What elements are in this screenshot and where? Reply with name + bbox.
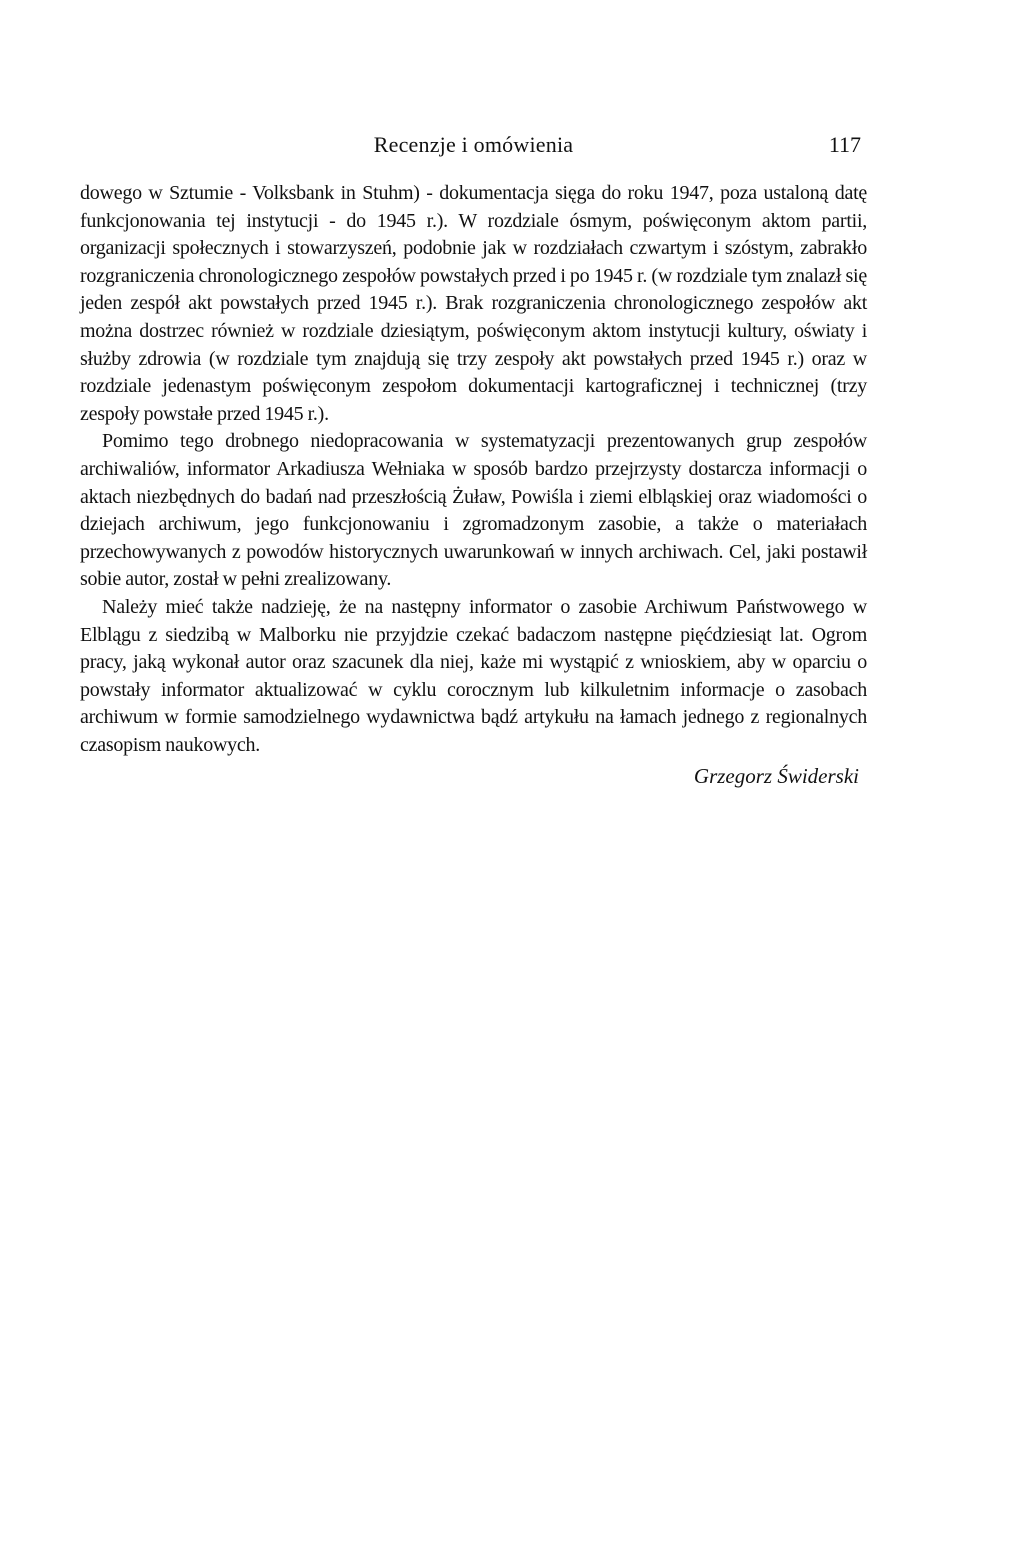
paragraph-summary: Pomimo tego drobnego niedopracowania w systematyzacji prezentowanych grup zespołów archiwaliów, informator Arkadiusza Wełniaka w sposób bardzo przejrzysty dostarcza informacji o aktach niezbędnych do badań nad przeszłością Żuław, Powiśla i ziemi elbląskiej oraz wiadomości o dziejach archiwum, jego funkcjonowaniu i zgromadzonym zasobie, a także o materiałach przechowywanych z powodów historycznych uwarunkowań w innych archiwach. Cel, jaki postawił sobie autor, został w pełni zrealizowany.	[80, 430, 867, 591]
author-signature: Grzegorz Świderski	[693, 764, 859, 789]
book-page	[80, 128, 867, 791]
article-body	[80, 180, 867, 759]
paragraph-continued: dowego w Sztumie - Volksbank in Stuhm) - dokumentacja sięga do roku 1947, poza ustaloną datę funkcjonowania tej instytucji - do 1945 r.). W rozdziale ósmym, poświęconym aktom partii, organizacji społecznych i stowarzyszeń, podobnie jak w rozdziałach czwartym i szóstym, zabrakło rozgraniczenia chronologicznego zespołów powstałych przed i po 1945 r. (w rozdziale tym znalazł się jeden zespół akt powstałych przed 1945 r.). Brak rozgraniczenia chronologicznego zespołów akt można dostrzec również w rozdziale dziesiątym, poświęconym aktom instytucji kultury, oświaty i służby zdrowia (w rozdziale tym znajdują się trzy zespoły akt powstałych przed 1945 r.) oraz w rozdziale jedenastym poświęconym zespołom dokumentacji kartograficznej i technicznej (trzy zespoły powstałe przed 1945 r.).	[80, 182, 867, 425]
running-header	[80, 128, 867, 162]
paragraph-conclusion: Należy mieć także nadzieję, że na następny informator o zasobie Archiwum Państwowego w Elblągu z siedzibą w Malborku nie przyjdzie czekać badaczom następne pięćdziesiąt lat. Ogrom pracy, jaką wykonał autor oraz szacunek dla niej, każe mi wystąpić z wnioskiem, aby w oparciu o powstały informator aktualizować w cyklu corocznym lub kilkuletnim informacje o zasobach archiwum w formie samodzielnego wydawnictwa bądź artykułu na łamach jednego z regionalnych czasopism naukowych.	[80, 595, 867, 756]
page-number: 117	[828, 132, 861, 157]
running-title: Recenzje i omówienia	[373, 132, 574, 157]
